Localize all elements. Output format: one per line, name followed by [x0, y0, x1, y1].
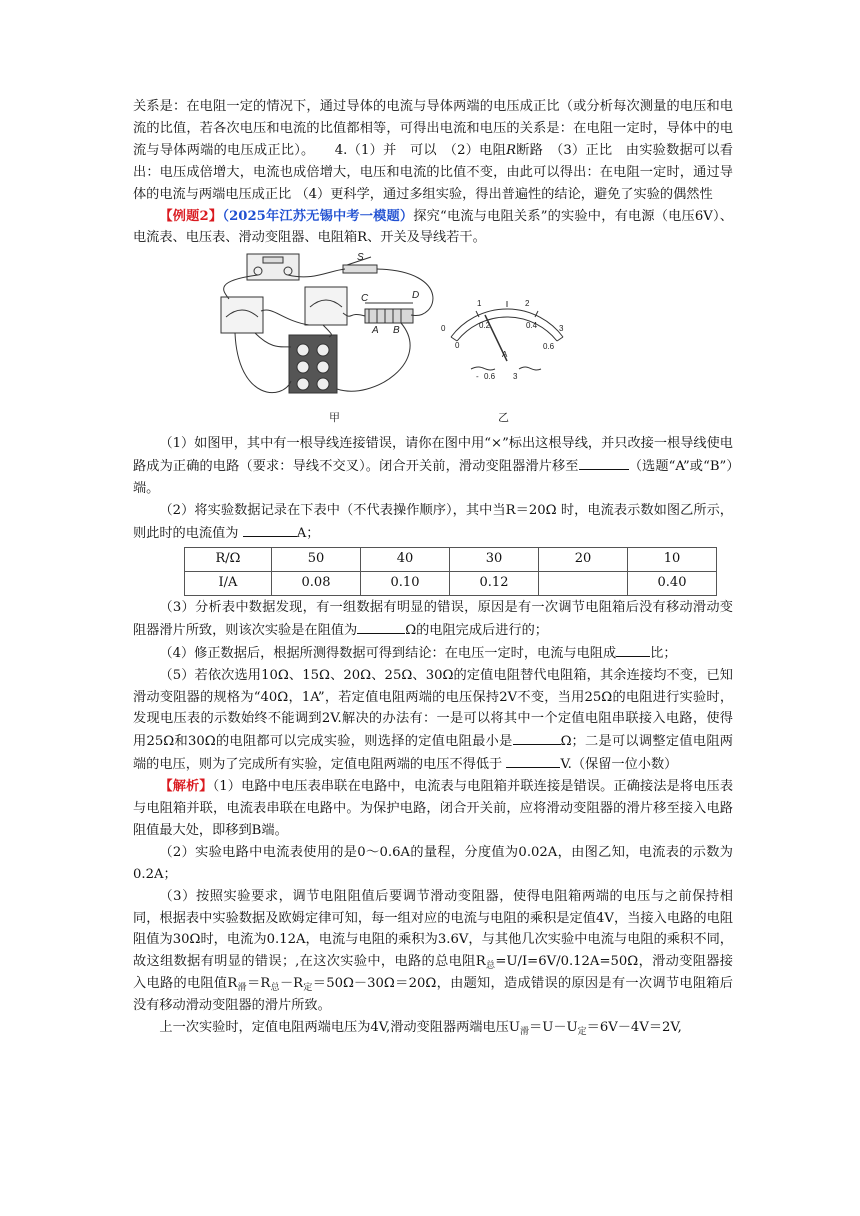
question-5: （5）若依次选用10Ω、15Ω、20Ω、25Ω、30Ω的定值电阻替代电阻箱，其余连接均不变，已知滑动变阻器的规格为“40Ω，1A”，若定值电阻两端的电压保持2V不变，当用25Ω的电阻进行实验时，发现电压表的示数始终不能调到2V.解决的办法有：一是可以将其中一个定值电阻串联接入电路，使得用25Ω和30Ω的电阻都可以完成实验，则选择的定值电阻最小是 Ω；二是可以调整定值电阻两端的电压，则为了完成所有实验，定值电阻两端的电压不得低于 V.（保留一位小数） [133, 667, 733, 773]
table-cell: 0.12 [450, 571, 539, 595]
ammeter-dial [451, 301, 563, 370]
question-1: （1）如图甲，其中有一根导线连接错误，请你在图中用“×”标出这根导线，并只改接一根导线使电路成为正确的电路（要求：导线不交叉）。闭合开关前，滑动变阻器滑片移至 （选题“A”或“B”）端。 [133, 436, 733, 497]
scale-bottom-1: 0.2 [479, 321, 491, 331]
question-3: （3）分析表中数据发现，有一组数据有明显的错误，原因是有一次调节电阻箱后没有移动滑动变阻器滑片所致，则该次实验是在阻值为 Ω的电阻完成后进行的； [133, 599, 733, 638]
table-cell: 0.10 [361, 571, 450, 595]
answer-blank-1[interactable] [579, 455, 629, 470]
label-c: C [361, 293, 369, 305]
scale-bottom-0: 0 [455, 341, 460, 351]
scale-top-2: 2 [525, 299, 530, 309]
table-cell: 50 [272, 547, 361, 571]
terminal-a: A [502, 350, 508, 360]
scale-top-1: 1 [477, 299, 482, 309]
table-row [185, 571, 717, 595]
ammeter [221, 297, 263, 333]
answer-blank-4[interactable] [616, 642, 650, 657]
example-tag: 【例题2】 [159, 208, 223, 224]
solution-part-4: 上一次实验时，定值电阻两端电压为4V,滑动变阻器两端电压$U_滑=U-U_定=6V-4V=2V$, [159, 1020, 682, 1038]
terminal-06: 0.6 [484, 372, 496, 382]
figure-label-left: 甲 [329, 412, 340, 425]
table-cell[interactable] [539, 571, 628, 595]
solution-part-3: （3）按照实验要求，调节电阻阻值后要调节滑动变阻器，使得电阻箱两端的电压与之前保持相同，根据表中实验数据及欧姆定律可知，每一组对应的电流与电阻的乘积是定值4V，当接入电路的电阻阻值为30Ω时，电流为0.12A，电流与电阻的乘积为3.6V，与其他几次实验中电流与电阻的乘积不同，故这组数据有明显的错误；,在这次实验中，电路的总电阻$R_总=U/I=6V/0.12A=50\Omega$，滑动变阻器接入电路的电阻值$R_滑=R_总-R_定=50\Omega-30\Omega=20\Omega$，由题知，造成错误的原因是有一次调节电阻箱后没有移动滑动变阻器的滑片所致。 [133, 888, 733, 1014]
data-table [184, 547, 717, 596]
table-cell: 20 [539, 547, 628, 571]
switch [343, 265, 377, 273]
answer-blank-6[interactable] [506, 753, 560, 768]
solution-tag: 【解析】 [159, 779, 213, 795]
document-page [133, 96, 733, 1039]
table-cell: I/A [185, 571, 272, 595]
label-b: B [393, 325, 400, 337]
solution-part-1: 【解析】（1）电路中电压表串联在电路中，电流表与电阻箱并联连接是错误。正确接法是将电压表与电阻箱并联，电流表串联在电路中。为保护电路，闭合开关前，应将滑动变阻器的滑片移至接入电路阻值最大处，即移到B端。 [133, 779, 734, 838]
example-text: 探究“电流与电阻关系”的实验中，有电源（电压6V）、电流表、电压表、滑动变阻器、电阻箱R、开关及导线若干。 [133, 208, 733, 246]
rheostat [365, 309, 413, 323]
label-a: A [372, 325, 379, 337]
table-cell: 0.08 [272, 571, 361, 595]
table-cell: 40 [361, 547, 450, 571]
scale-top-0: 0 [441, 324, 446, 334]
terminal-3: 3 [513, 372, 518, 382]
figure-canvas [133, 251, 733, 427]
table-cell: R/Ω [185, 547, 272, 571]
scale-bottom-2: 0.4 [526, 321, 538, 331]
scale-top-3: 3 [559, 324, 564, 334]
circuit-figure [133, 251, 733, 427]
r-symbol: R [506, 142, 516, 158]
scale-bottom-3: 0.6 [543, 342, 555, 352]
table-cell: 30 [450, 547, 539, 571]
intro-paragraph: 关系是：在电阻一定的情况下，通过导体的电流与导体两端的电压成正比（或分析每次测量的电压和电流的比值，若各次电压和电流的比值都相等，可得出电流和电压的关系是：在电阻一定时，导体中的电流与导体两端的电压成正比）。 4.（1）并 可以 （2）电阻R断路 （3）正比 由实验数据可以看出：电压成倍增大，电流也成倍增大，电压和电流的比值不变，由此可以得出：在电阻一定时，通过导体的电流与两端电压成正比 （4）更科学，通过多组实验，得出普遍性的结论，避免了实验的偶然性 [133, 99, 733, 202]
question-2: （2）将实验数据记录在下表中（不代表操作顺序），其中当R＝20Ω 时，电流表示数如图乙所示，则此时的电流值为 A； [133, 503, 733, 541]
terminal-minus: - [476, 372, 479, 382]
example-source: （2025年江苏无锡中考一模题） [222, 208, 414, 224]
table-cell: 10 [628, 547, 717, 571]
table-cell: 0.40 [628, 571, 717, 595]
answer-blank-2[interactable] [243, 522, 297, 537]
label-s: S [357, 252, 364, 264]
resistance-box [289, 335, 337, 393]
solution-part-2: （2）实验电路中电流表使用的是0～0.6A的量程，分度值为0.02A，由图乙知，电流表的示数为0.2A； [133, 844, 733, 882]
question-4: （4）修正数据后，根据所测得数据可得到结论：在电压一定时，电流与电阻成 比； [133, 642, 733, 665]
label-d: D [412, 290, 420, 302]
answer-blank-3[interactable] [357, 619, 405, 634]
table-row [185, 547, 717, 571]
example-heading [133, 206, 733, 250]
figure-label-right: 乙 [498, 412, 509, 425]
answer-blank-5[interactable] [513, 730, 561, 745]
